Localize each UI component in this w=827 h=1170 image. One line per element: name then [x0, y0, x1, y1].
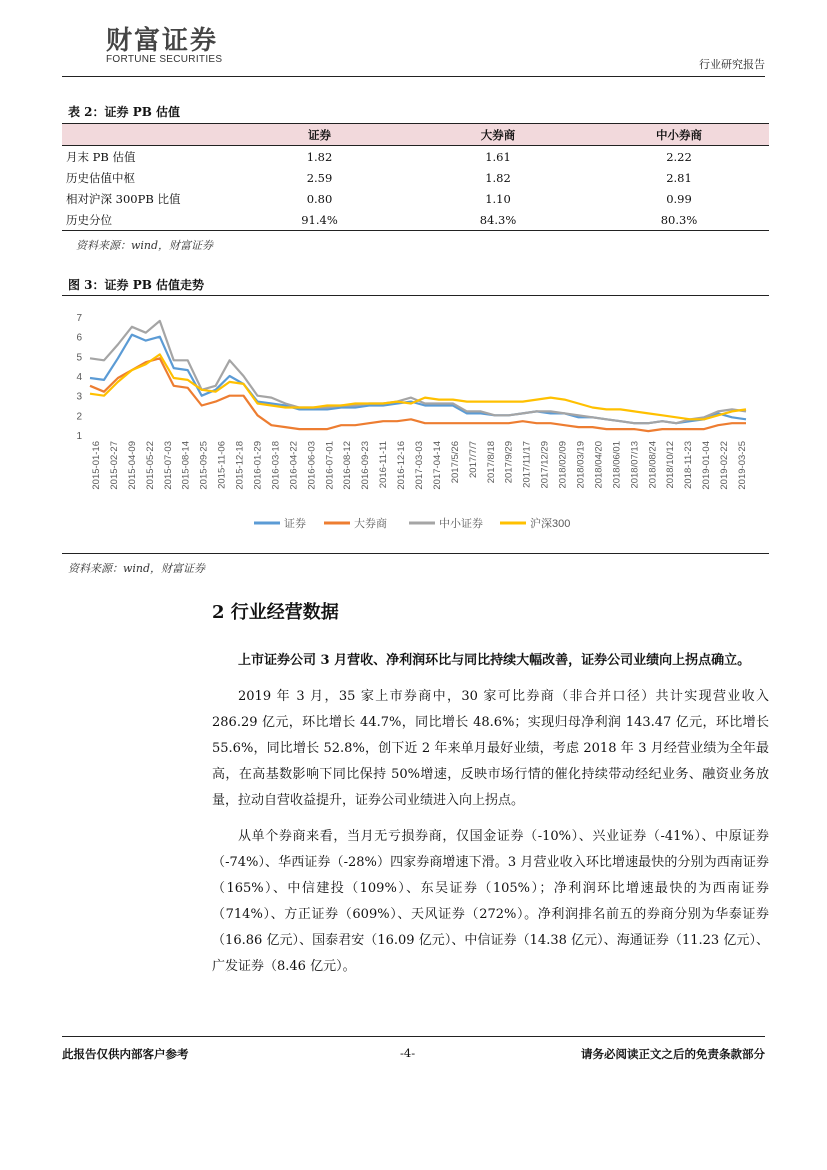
paragraph: 从单个券商来看，当月无亏损券商，仅国金证券（-10%）、兴业证券（-41%）、中原证券（-74%）、华西证券（-28%）四家券商增速下滑。3 月营业收入环比增速最快的分别为西南证券（165%）、中信建投（109%）、东吴证券（105%）；净利润环比增速最快的为西南证券（714%）、方正证券（609%）、天风证券（272%）。净利润排名前五的券商分别为华泰证券（16.86 亿元）、国泰君安（16.09 亿元）、中信证券（14.38 亿元）、海通证券（11.23 亿元）、广发证券（8.46 亿元）。 [212, 829, 769, 974]
x-tick-label: 2017/5/26 [449, 441, 461, 484]
row-label: 历史估值中枢 [66, 170, 135, 185]
x-tick-label: 2016-06-03 [306, 441, 318, 490]
y-tick-label: 4 [76, 372, 82, 383]
report-type: 行业研究报告 [699, 58, 765, 71]
x-tick-label: 2019-03-25 [737, 441, 748, 490]
x-tick-label: 2016-04-22 [288, 441, 300, 490]
legend-label: 证券 [284, 518, 306, 530]
x-tick-label: 2017/7/7 [467, 441, 479, 478]
table-header-cell: 证券 [232, 124, 407, 146]
table-cell: 84.3% [407, 209, 589, 231]
x-tick-label: 2018-11-23 [683, 441, 695, 489]
x-tick-label: 2019-01-04 [701, 441, 713, 490]
table-header-cell [62, 124, 232, 146]
logo-chinese: 财富证券 [106, 26, 219, 56]
figure-top-rule [62, 295, 769, 296]
x-tick-label: 2016-11-11 [378, 441, 390, 489]
legend-label: 大券商 [354, 518, 387, 530]
table-header-row [62, 124, 769, 146]
x-tick-label: 2016-01-29 [252, 441, 264, 490]
table-header-cell: 中小券商 [589, 124, 769, 146]
y-tick-label: 5 [76, 352, 82, 364]
y-tick-label: 6 [76, 332, 82, 344]
series-line [90, 358, 746, 431]
x-tick-label: 2017-04-14 [431, 441, 443, 490]
figure-source: 资料来源：wind，财富证券 [68, 562, 206, 575]
x-tick-label: 2017/11/17 [521, 441, 533, 488]
paragraph: 2019 年 3 月，35 家上市券商中，30 家可比券商（非合并口径）共计实现营业收入 286.29 亿元，环比增长 44.7%，同比增长 48.6%；实现归母净利润 143.47 亿元，环比增长 55.6%，同比增长 52.8%，创下近 2 年来单月最好业绩，考虑 2018 年 3 月经营业绩为全年最高，在高基数影响下同比保持 50%增速，反映市场行情的催化持续带动经纪业务、融资业务放量，拉动自营收益提升，证券公司业绩进入向上拐点。 [212, 689, 769, 808]
x-tick-label: 2015-11-06 [216, 441, 228, 489]
table-row [62, 209, 769, 231]
logo-english: FORTUNE SECURITIES [106, 54, 223, 65]
table-cell: 0.80 [306, 191, 333, 206]
table-cell: 1.10 [485, 191, 511, 206]
x-tick-label: 2015-04-09 [126, 441, 138, 490]
x-tick-label: 2016-12-16 [396, 441, 408, 490]
page-number: -4- [400, 1046, 416, 1060]
table-source: 资料来源：wind，财富证券 [76, 239, 214, 252]
x-tick-label: 2017/9/29 [503, 441, 515, 484]
x-tick-label: 2017-03-03 [414, 441, 425, 490]
row-label: 相对沪深 300PB 比值 [66, 191, 181, 206]
table-cell: 1.82 [306, 149, 333, 164]
table-caption: 表 2：证券 PB 估值 [68, 105, 181, 119]
pb-trend-chart [62, 300, 769, 553]
y-tick-label: 2 [76, 411, 82, 423]
footer-disclaimer-left: 此报告仅供内部客户参考 [62, 1047, 189, 1061]
x-tick-label: 2015-08-14 [180, 441, 192, 490]
x-tick-label: 2017/12/29 [539, 441, 551, 489]
x-tick-label: 2016-08-12 [342, 441, 354, 490]
footer-divider [62, 1036, 765, 1037]
x-tick-label: 2018/10/12 [665, 441, 677, 489]
x-tick-label: 2015-01-16 [91, 441, 102, 490]
table-cell: 1.82 [485, 170, 511, 185]
table-cell: 2.81 [666, 170, 692, 185]
pb-valuation-table [62, 123, 769, 231]
x-tick-label: 2017/8/18 [485, 441, 497, 484]
x-tick-label: 2016-03-18 [270, 441, 282, 490]
table-header-cell: 大券商 [407, 124, 589, 146]
lead-paragraph: 上市证券公司 3 月营收、净利润环比与同比持续大幅改善，证券公司业绩向上拐点确立。 [238, 653, 751, 668]
x-tick-label: 2018/03/19 [575, 441, 587, 489]
x-tick-label: 2015-05-22 [144, 441, 156, 490]
section-title: 2 行业经营数据 [212, 602, 339, 623]
section-body [212, 648, 769, 990]
x-tick-label: 2018/04/20 [593, 441, 605, 489]
legend-label: 沪深300 [530, 518, 571, 530]
legend-label: 中小证券 [439, 518, 483, 530]
table-cell: 1.61 [485, 149, 511, 164]
table-row [62, 167, 769, 188]
row-label: 月末 PB 估值 [66, 149, 136, 164]
x-tick-label: 2015-12-18 [234, 441, 246, 490]
x-tick-label: 2019-02-22 [719, 441, 731, 490]
figure-caption: 图 3：证券 PB 估值走势 [68, 278, 205, 292]
x-tick-label: 2018/07/13 [629, 441, 641, 489]
x-tick-label: 2015-07-03 [162, 441, 174, 490]
x-tick-label: 2018/06/01 [611, 441, 623, 489]
y-tick-label: 7 [76, 313, 82, 324]
x-tick-label: 2018/02/09 [557, 441, 569, 489]
footer-disclaimer-right: 请务必阅读正文之后的免责条款部分 [581, 1047, 765, 1061]
table-cell: 91.4% [232, 209, 407, 231]
x-tick-label: 2016-07-01 [324, 441, 336, 490]
y-tick-label: 3 [76, 391, 82, 403]
table-cell: 2.59 [306, 170, 333, 185]
row-label: 历史分位 [62, 209, 232, 231]
table-row [62, 188, 769, 209]
header-divider [62, 76, 765, 77]
y-tick-label: 1 [76, 431, 82, 442]
table-row [62, 146, 769, 168]
table-cell: 2.22 [666, 149, 692, 164]
chart-container [62, 300, 769, 554]
series-line [90, 335, 746, 424]
x-tick-label: 2015-09-25 [198, 441, 210, 490]
x-tick-label: 2016-09-23 [360, 441, 372, 490]
table-cell: 0.99 [666, 191, 692, 206]
x-tick-label: 2018/08/24 [647, 441, 659, 489]
table-cell: 80.3% [589, 209, 769, 231]
x-tick-label: 2015-02-27 [108, 441, 120, 490]
